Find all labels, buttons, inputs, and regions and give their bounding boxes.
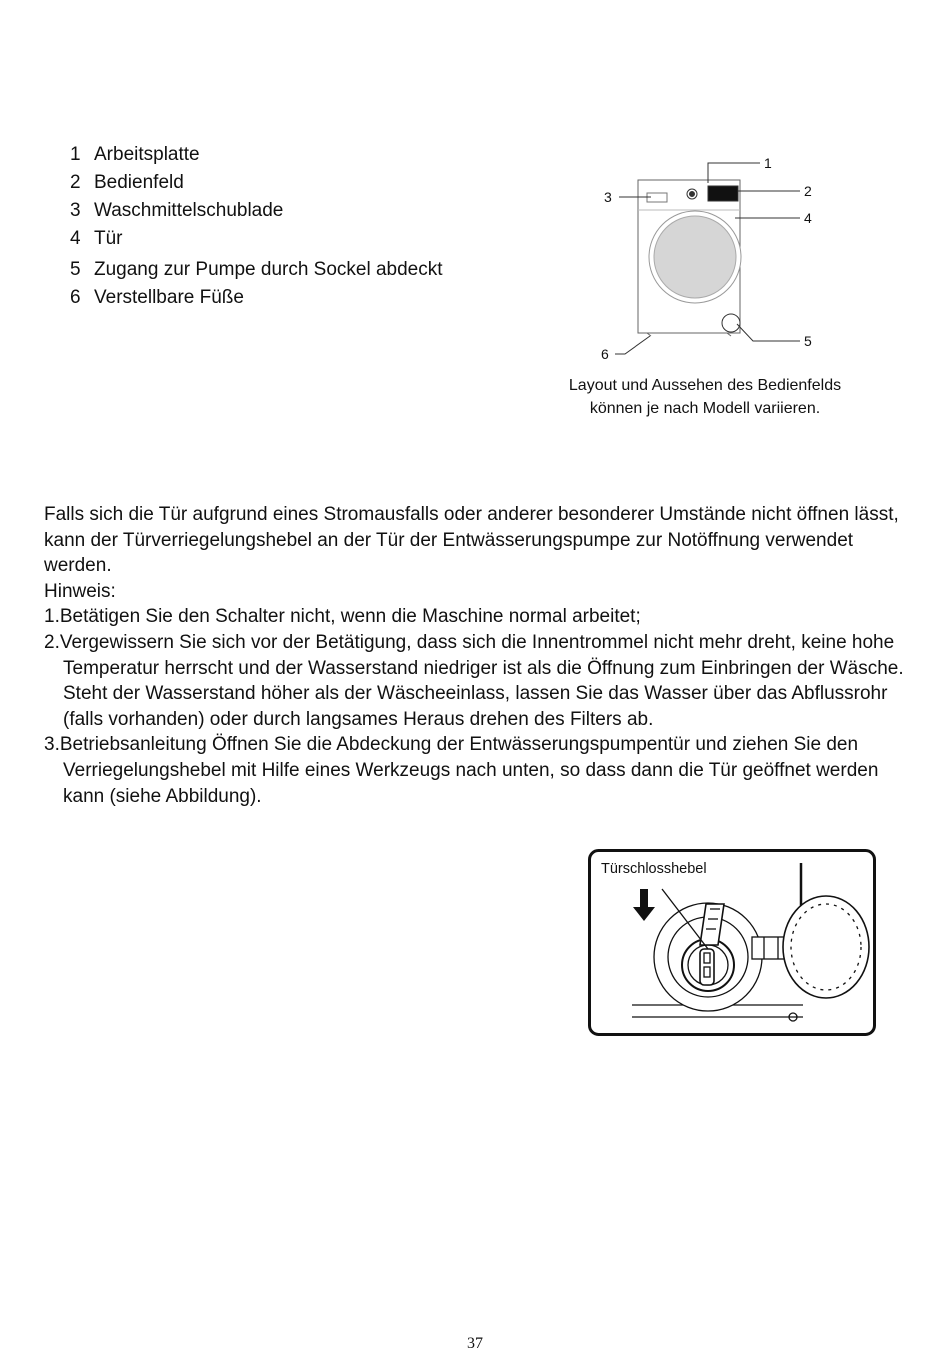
part-number: 2	[70, 172, 81, 193]
part-label: Arbeitsplatte	[94, 144, 200, 165]
intro-paragraph: Falls sich die Tür aufgrund eines Stromausfalls oder anderer besonderer Umstände nicht öffnen lässt, kann der Türverriegelungshebel an der Tür der Entwässerungspumpe zur Notöffnung verwendet werden.	[44, 504, 899, 577]
part-label: Verstellbare Füße	[94, 287, 244, 308]
part-label: Tür	[94, 228, 123, 249]
door-lock-lever-label: Türschlosshebel	[601, 861, 707, 877]
part-number: 3	[70, 200, 81, 221]
list-item	[70, 256, 443, 284]
part-label: Waschmittelschublade	[94, 200, 284, 221]
pump-door	[783, 896, 869, 998]
callout-label: 4	[804, 210, 812, 226]
instructions-text	[44, 502, 914, 809]
parts-list	[70, 141, 443, 312]
callout-label: 6	[601, 346, 609, 362]
note-item: 2.Vergewissern Sie sich vor der Betätigung, dass sich die Innentrommel nicht mehr dreht, keine hohe Temperatur herrscht und der Wasserstand niedriger ist als die Öffnung zum Einbringen der Wäsche. Steht der Wasserstand höher als der Wäscheeinlass, lassen Sie das Wasser über das Abflussrohr (falls vorhanden) oder durch langsames Heraus drehen des Filters ab.	[44, 631, 904, 730]
part-number: 4	[70, 228, 81, 249]
list-item	[70, 169, 443, 197]
callout-label: 2	[804, 183, 812, 199]
display-panel	[708, 186, 738, 201]
list-item	[70, 284, 443, 312]
note-item: 3.Betriebsanleitung Öffnen Sie die Abdeckung der Entwässerungspumpentür und ziehen Sie den Verriegelungshebel mit Hilfe eines Werkzeugs nach unten, so dass dann die Tür geöffnet werden kann (siehe Abbildung).	[44, 734, 879, 807]
caption-line: Layout und Aussehen des Bedienfelds	[568, 377, 842, 394]
part-number: 5	[70, 259, 81, 280]
callout-label: 3	[604, 189, 612, 205]
note-item: 1.Betätigen Sie den Schalter nicht, wenn die Maschine normal arbeitet;	[44, 606, 641, 628]
door-lock-lever-diagram	[588, 849, 876, 1036]
part-label: Bedienfeld	[94, 172, 184, 193]
note-label: Hinweis:	[44, 580, 116, 602]
part-label: Zugang zur Pumpe durch Sockel abdeckt	[94, 259, 443, 280]
callout-label: 5	[804, 333, 812, 349]
part-number: 6	[70, 287, 81, 308]
list-item	[70, 197, 443, 225]
page-number: 37	[467, 1335, 483, 1352]
washing-machine-diagram	[595, 150, 825, 365]
list-item	[70, 141, 443, 169]
part-number: 1	[70, 144, 81, 165]
list-item	[70, 225, 443, 253]
figure-caption	[520, 374, 890, 420]
caption-line: können je nach Modell variieren.	[589, 400, 821, 417]
callout-label: 1	[764, 155, 772, 171]
